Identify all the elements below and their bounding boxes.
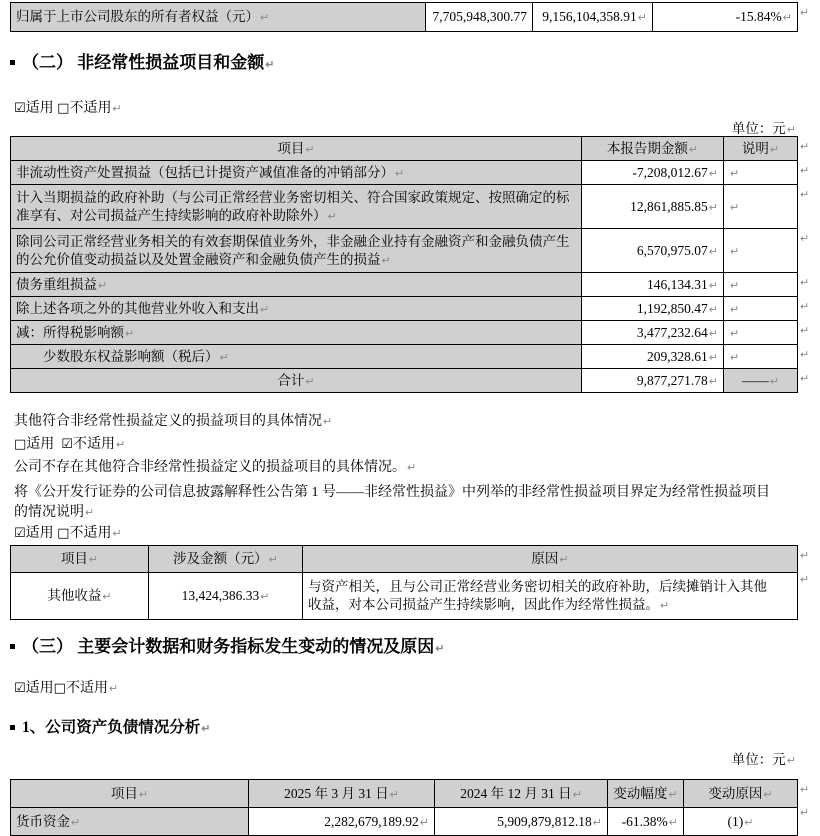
pilcrow-icon: ↵ (381, 254, 391, 267)
margin-pilcrow-icon: ↵ (800, 574, 810, 586)
col-header-item: 项目↵ (11, 137, 582, 161)
col-header-reason: 原因↵ (303, 546, 798, 573)
col-header-current-date: 2025 年 3 月 31 日↵ (249, 780, 435, 808)
col-header-amount: 本报告期金额↵ (582, 137, 724, 161)
bs-previous-0: 5,909,879,812.18↵ (435, 808, 608, 836)
col-header-item: 项目↵ (11, 546, 149, 573)
col-header-item: 项目↵ (11, 780, 249, 808)
applicable-label: 适用 (25, 526, 54, 541)
table-total-row (11, 369, 798, 393)
pilcrow-icon: ↵ (71, 816, 81, 829)
nr-amount-5: 3,477,232.64↵ (582, 321, 724, 345)
pilcrow-icon: ↵ (786, 124, 796, 136)
not-applicable-checkbox[interactable]: □ (53, 681, 66, 696)
rc-item-0: 其他收益↵ (11, 573, 149, 620)
applicable-checkbox[interactable]: ☑ (14, 101, 26, 116)
applicable-label: 适用 (26, 437, 55, 452)
applicable-label: 适用 (25, 101, 54, 116)
pilcrow-icon: ↵ (268, 554, 278, 567)
nr-amount-3: 146,134.31↵ (582, 273, 724, 297)
pilcrow-icon: ↵ (102, 591, 112, 604)
pilcrow-icon: ↵ (708, 167, 718, 180)
pilcrow-icon: ↵ (763, 788, 773, 801)
nr-total-label: 合计↵ (11, 369, 582, 393)
nr-item-3: 债务重组损益↵ (11, 273, 582, 297)
pilcrow-icon: ↵ (730, 201, 740, 214)
other-items-statement: 公司不存在其他符合非经常性损益定义的损益项目的具体情况。↵ (14, 460, 417, 475)
table-row (11, 321, 798, 345)
nr-note-1 (724, 185, 798, 229)
reclassification-label-line1: 将《公开发行证券的公司信息披露解释性公告第 1 号——非经常性损益》中列举的非经常性损益项目界定为经常性损益项目 (14, 485, 770, 500)
margin-pilcrow-icon: ↵ (800, 550, 810, 562)
applicable-checkbox[interactable]: □ (14, 437, 27, 452)
margin-pilcrow-icon: ↵ (800, 189, 810, 201)
pilcrow-icon: ↵ (559, 554, 569, 567)
margin-pilcrow-icon: ↵ (800, 807, 810, 819)
margin-pilcrow-icon: ↵ (800, 7, 810, 19)
margin-pilcrow-icon: ↵ (800, 325, 810, 337)
margin-pilcrow-icon: ↵ (800, 349, 810, 361)
pilcrow-icon: ↵ (730, 351, 740, 364)
not-applicable-label: 不适用 (69, 101, 112, 116)
margin-pilcrow-icon: ↵ (800, 233, 810, 245)
table-header-row (11, 137, 798, 161)
not-applicable-checkbox[interactable]: □ (57, 101, 70, 116)
equity-summary-table (10, 2, 798, 32)
pilcrow-icon: ↵ (323, 416, 333, 428)
pilcrow-icon: ↵ (138, 788, 149, 801)
square-bullet-icon (10, 644, 15, 649)
pilcrow-icon: ↵ (592, 816, 602, 829)
pilcrow-icon: ↵ (419, 816, 429, 829)
nr-total-amount: 9,877,271.78↵ (582, 369, 724, 393)
nr-item-4: 除上述各项之外的其他营业外收入和支出↵ (11, 297, 582, 321)
nr-item-5: 减：所得税影响额↵ (11, 321, 582, 345)
subsection-one-heading: 1、公司资产负债情况分析↵ (10, 715, 210, 737)
not-applicable-checkbox[interactable]: ☑ (61, 437, 73, 452)
rc-reason-0: 与资产相关，且与公司正常经营业务密切相关的政府补助，后续摊销计入其他 收益，对本公司损益产生持续影响，因此作为经常性损益。↵ (303, 573, 798, 620)
applicable-checkbox[interactable]: ☑ (14, 526, 26, 541)
other-items-applicability (14, 435, 125, 455)
pilcrow-icon: ↵ (85, 507, 95, 519)
square-bullet-icon (10, 725, 15, 730)
section-two-heading: （二） 非经常性损益项目和金额↵ (10, 48, 274, 73)
margin-pilcrow-icon: ↵ (800, 784, 810, 796)
reclassified-items-table (10, 545, 798, 620)
pilcrow-icon: ↵ (201, 723, 211, 735)
table-row (11, 573, 798, 620)
margin-pilcrow-icon: ↵ (800, 165, 810, 177)
nr-total-note: ——↵ (724, 369, 798, 393)
pilcrow-icon: ↵ (708, 327, 718, 340)
pilcrow-icon: ↵ (708, 201, 718, 214)
unit-note-nonrecurring: 单位：元↵ (731, 121, 796, 136)
equity-row-item: 归属于上市公司股东的所有者权益（元）↵ (11, 3, 426, 32)
pilcrow-icon: ↵ (708, 375, 718, 388)
bs-item-0: 货币资金↵ (11, 808, 249, 836)
table-row (11, 297, 798, 321)
pilcrow-icon: ↵ (115, 439, 126, 451)
reclassification-applicability (14, 524, 122, 544)
table-row (11, 345, 798, 369)
pilcrow-icon: ↵ (730, 327, 740, 340)
col-header-reason: 变动原因↵ (684, 780, 798, 808)
nr-amount-6: 209,328.61↵ (582, 345, 724, 369)
nr-item-6: 少数股东权益影响额（税后）↵ (11, 345, 582, 369)
not-applicable-label: 不适用 (65, 681, 108, 696)
table-header-row (11, 780, 798, 808)
nr-amount-0: -7,208,012.67↵ (582, 161, 724, 185)
margin-pilcrow-icon: ↵ (800, 301, 810, 313)
nr-item-2: 除同公司正常经营业务相关的有效套期保值业务外，非金融企业持有金融资产和金融负债产生的公允价值变动损益以及处置金融资产和金融负债产生的损益↵ (11, 229, 582, 273)
other-items-label: 其他符合非经常性损益定义的损益项目的具体情况↵ (14, 414, 333, 429)
pilcrow-icon: ↵ (688, 143, 699, 156)
pilcrow-icon: ↵ (98, 279, 108, 292)
pilcrow-icon: ↵ (260, 303, 270, 316)
col-header-previous-date: 2024 年 12 月 31 日↵ (435, 780, 608, 808)
nr-note-4 (724, 297, 798, 321)
rc-amount-0: 13,424,386.33↵ (149, 573, 303, 620)
nr-note-0 (724, 161, 798, 185)
col-header-note: 说明↵ (724, 137, 798, 161)
pilcrow-icon: ↵ (305, 375, 315, 388)
margin-pilcrow-icon: ↵ (800, 141, 810, 153)
equity-row-current: 7,705,948,300.77 (426, 3, 533, 32)
pilcrow-icon: ↵ (668, 816, 678, 829)
pilcrow-icon: ↵ (88, 554, 99, 567)
pilcrow-icon: ↵ (327, 210, 337, 223)
pilcrow-icon: ↵ (407, 462, 417, 474)
bs-current-0: 2,282,679,189.92↵ (249, 808, 435, 836)
pilcrow-icon: ↵ (435, 643, 445, 655)
table-row (11, 185, 798, 229)
pilcrow-icon: ↵ (260, 12, 270, 25)
applicable-checkbox[interactable]: ☑ (14, 681, 26, 696)
pilcrow-icon: ↵ (108, 683, 119, 695)
pilcrow-icon: ↵ (730, 303, 740, 316)
pilcrow-icon: ↵ (708, 351, 718, 364)
nr-item-0: 非流动性资产处置损益（包括已计提资产减值准备的冲销部分）↵ (11, 161, 582, 185)
pilcrow-icon: ↵ (730, 245, 740, 258)
pilcrow-icon: ↵ (395, 167, 405, 180)
bs-reason-0: (1)↵ (684, 808, 798, 836)
pilcrow-icon: ↵ (125, 327, 135, 340)
section-two-applicability (14, 99, 122, 119)
nr-note-5 (724, 321, 798, 345)
col-header-change: 变动幅度↵ (608, 780, 684, 808)
pilcrow-icon: ↵ (708, 303, 718, 316)
square-bullet-icon (10, 60, 15, 65)
equity-row-change: -15.84%↵ (653, 3, 798, 32)
col-header-amount: 涉及金额（元）↵ (149, 546, 303, 573)
pilcrow-icon: ↵ (637, 12, 647, 25)
reclassification-label-line2: 的情况说明↵ (14, 505, 95, 520)
pilcrow-icon: ↵ (112, 528, 122, 540)
nr-item-1: 计入当期损益的政府补助（与公司正常经营业务密切相关、符合国家政策规定、按照确定的标准享有、对公司损益产生持续影响的政府补助除外）↵ (11, 185, 582, 229)
bs-change-0: -61.38%↵ (608, 808, 684, 836)
margin-pilcrow-icon: ↵ (800, 373, 810, 385)
pilcrow-icon: ↵ (389, 788, 399, 801)
section-three-applicability (14, 679, 118, 699)
table-row (11, 3, 798, 32)
pilcrow-icon: ↵ (730, 279, 740, 292)
pilcrow-icon: ↵ (708, 279, 718, 292)
pilcrow-icon: ↵ (730, 167, 740, 180)
pilcrow-icon: ↵ (786, 755, 796, 767)
pilcrow-icon: ↵ (660, 600, 670, 612)
pilcrow-icon: ↵ (219, 351, 229, 364)
pilcrow-icon: ↵ (769, 375, 780, 388)
applicable-label: 适用 (25, 681, 54, 696)
nonrecurring-items-table (10, 136, 798, 393)
table-row (11, 229, 798, 273)
not-applicable-checkbox[interactable]: □ (57, 526, 70, 541)
nr-note-6 (724, 345, 798, 369)
nr-amount-4: 1,192,850.47↵ (582, 297, 724, 321)
not-applicable-label: 不适用 (69, 526, 112, 541)
pilcrow-icon: ↵ (260, 591, 270, 604)
unit-note-balance-sheet: 单位：元↵ (731, 752, 796, 767)
table-row (11, 273, 798, 297)
nr-amount-1: 12,861,885.85↵ (582, 185, 724, 229)
pilcrow-icon: ↵ (112, 103, 122, 115)
pilcrow-icon: ↵ (769, 143, 780, 156)
pilcrow-icon: ↵ (305, 143, 315, 156)
table-row (11, 808, 798, 836)
pilcrow-icon: ↵ (782, 12, 792, 25)
nr-note-3 (724, 273, 798, 297)
balance-sheet-analysis-table (10, 779, 798, 836)
table-header-row (11, 546, 798, 573)
pilcrow-icon: ↵ (668, 788, 678, 801)
pilcrow-icon: ↵ (265, 59, 275, 71)
not-applicable-label: 不适用 (72, 437, 115, 452)
margin-pilcrow-icon: ↵ (800, 277, 810, 289)
section-three-heading: （三） 主要会计数据和财务指标发生变动的情况及原因↵ (10, 632, 444, 657)
nr-amount-2: 6,570,975.07↵ (582, 229, 724, 273)
pilcrow-icon: ↵ (744, 816, 754, 829)
equity-row-previous: 9,156,104,358.91↵ (533, 3, 653, 32)
pilcrow-icon: ↵ (708, 245, 718, 258)
nr-note-2 (724, 229, 798, 273)
table-row (11, 161, 798, 185)
pilcrow-icon: ↵ (572, 788, 582, 801)
